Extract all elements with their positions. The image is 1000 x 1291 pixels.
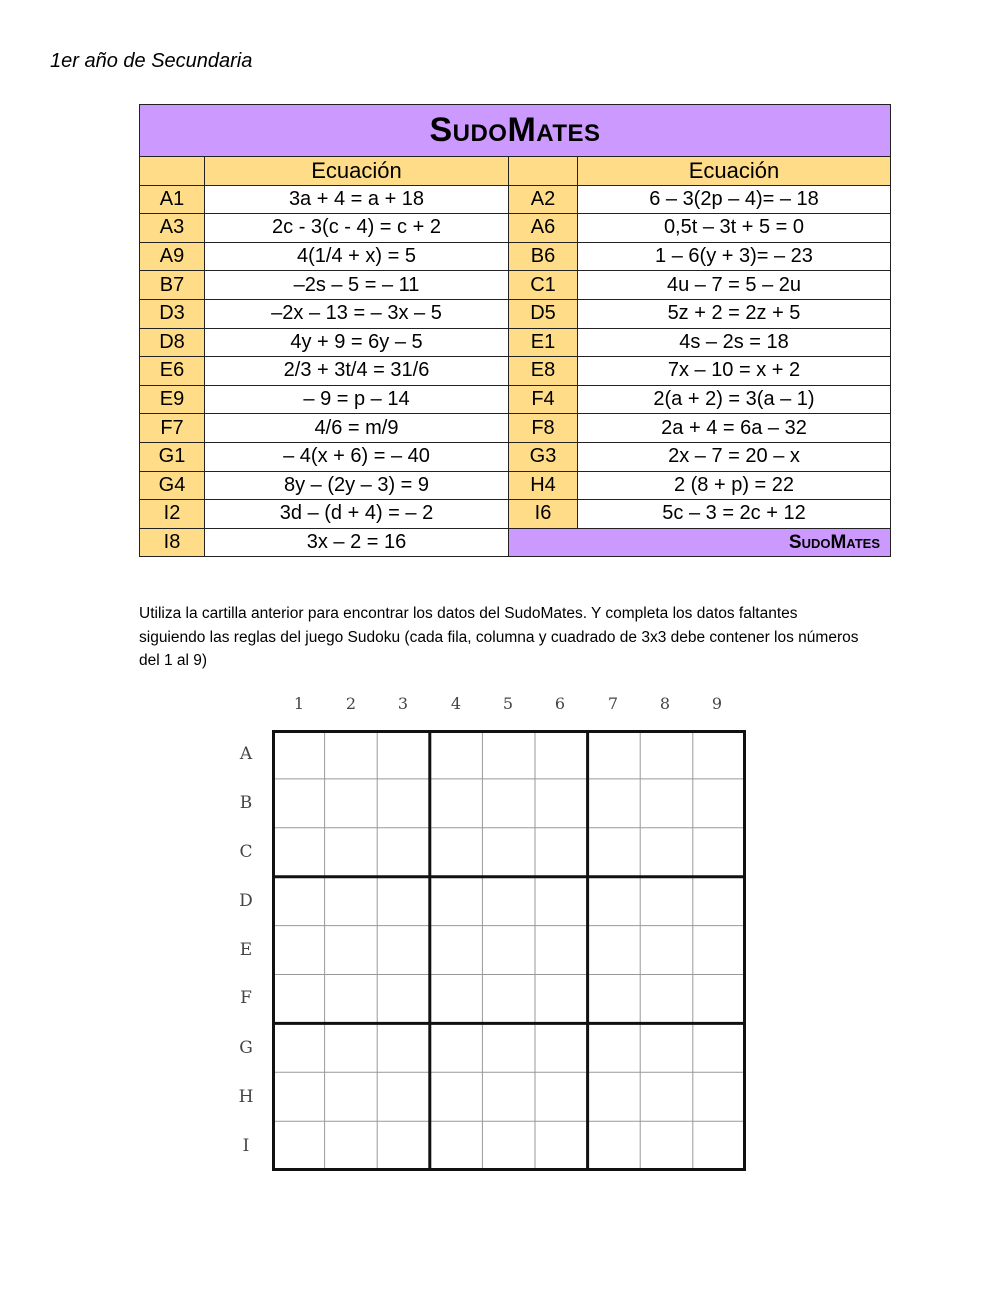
table-row	[140, 299, 891, 328]
cell-label: E8	[509, 357, 578, 386]
equation-cell: 8y – (2y – 3) = 9	[205, 471, 509, 500]
cell-label: E6	[140, 357, 205, 386]
equations-table	[139, 104, 891, 557]
equation-cell: 3d – (d + 4) = – 2	[205, 500, 509, 529]
thin-grid-lines	[272, 730, 746, 1171]
cell-label: I2	[140, 500, 205, 529]
column-header-equation: Ecuación	[205, 157, 509, 186]
table-row	[140, 271, 891, 300]
cell-label: E1	[509, 328, 578, 357]
row-label: C	[239, 842, 253, 862]
equation-cell: 4/6 = m/9	[205, 414, 509, 443]
table-row	[140, 185, 891, 214]
table-row	[140, 414, 891, 443]
sudoku-grid[interactable]	[272, 730, 748, 1172]
cell-label: D5	[509, 299, 578, 328]
equation-cell: 3a + 4 = a + 18	[205, 185, 509, 214]
table-row	[140, 471, 891, 500]
column-label: 5	[502, 694, 514, 713]
cell-label: C1	[509, 271, 578, 300]
table-row	[140, 442, 891, 471]
equation-cell: 3x – 2 = 16	[205, 528, 509, 557]
column-label: 1	[293, 694, 305, 713]
equation-cell: 4s – 2s = 18	[578, 328, 891, 357]
cell-label: F4	[509, 385, 578, 414]
table-title: SudoMates	[140, 105, 891, 157]
equation-cell: 7x – 10 = x + 2	[578, 357, 891, 386]
equation-cell: 4u – 7 = 5 – 2u	[578, 271, 891, 300]
column-label: 7	[607, 694, 619, 713]
equation-cell: – 9 = p – 14	[205, 385, 509, 414]
cell-label: I6	[509, 500, 578, 529]
table-row	[140, 357, 891, 386]
column-label: 2	[345, 694, 357, 713]
cell-label: F8	[509, 414, 578, 443]
equation-cell: 5z + 2 = 2z + 5	[578, 299, 891, 328]
cell-label: B7	[140, 271, 205, 300]
header-empty-cell	[509, 157, 578, 186]
equation-cell: –2x – 13 = – 3x – 5	[205, 299, 509, 328]
equation-cell: – 4(x + 6) = – 40	[205, 442, 509, 471]
cell-label: G3	[509, 442, 578, 471]
row-label: H	[238, 1087, 254, 1107]
equation-cell: 5c – 3 = 2c + 12	[578, 500, 891, 529]
equation-cell: 0,5t – 3t + 5 = 0	[578, 214, 891, 243]
row-label: D	[239, 891, 253, 911]
equation-cell: 4y + 9 = 6y – 5	[205, 328, 509, 357]
thick-grid-lines	[274, 732, 745, 1170]
cell-label: A1	[140, 185, 205, 214]
cell-label: G4	[140, 471, 205, 500]
table-row	[140, 528, 891, 557]
equation-cell: 1 – 6(y + 3)= – 23	[578, 242, 891, 271]
equation-cell: 2 (8 + p) = 22	[578, 471, 891, 500]
equation-cell: 2(a + 2) = 3(a – 1)	[578, 385, 891, 414]
table-row	[140, 328, 891, 357]
equation-cell: 2a + 4 = 6a – 32	[578, 414, 891, 443]
column-label: 9	[711, 694, 723, 713]
table-row	[140, 242, 891, 271]
cell-label: A3	[140, 214, 205, 243]
equation-cell: 4(1/4 + x) = 5	[205, 242, 509, 271]
column-label: 6	[554, 694, 566, 713]
table-row	[140, 214, 891, 243]
cell-label: E9	[140, 385, 205, 414]
equation-cell: –2s – 5 = – 11	[205, 271, 509, 300]
header-empty-cell	[140, 157, 205, 186]
row-label: E	[239, 940, 253, 960]
cell-label: H4	[509, 471, 578, 500]
row-label: G	[239, 1038, 253, 1058]
cell-label: D8	[140, 328, 205, 357]
page-header: 1er año de Secundaria	[50, 50, 253, 72]
column-header-equation: Ecuación	[578, 157, 891, 186]
row-label: F	[240, 988, 252, 1008]
cell-label: A9	[140, 242, 205, 271]
instructions-text: Utiliza la cartilla anterior para encontrar los datos del SudoMates. Y completa los datos faltantes siguiendo las reglas del juego Sudoku (cada fila, columna y cuadrado de 3x3 debe contener los números del 1 al 9)	[139, 605, 859, 669]
cell-label: A2	[509, 185, 578, 214]
row-label: I	[242, 1136, 250, 1156]
cell-label: B6	[509, 242, 578, 271]
table-footer-title: SudoMates	[509, 528, 891, 557]
row-label: A	[239, 744, 253, 764]
equation-cell: 2c - 3(c - 4) = c + 2	[205, 214, 509, 243]
cell-label: G1	[140, 442, 205, 471]
equation-cell: 2/3 + 3t/4 = 31/6	[205, 357, 509, 386]
equation-cell: 2x – 7 = 20 – x	[578, 442, 891, 471]
cell-label: D3	[140, 299, 205, 328]
table-row	[140, 385, 891, 414]
column-label: 4	[450, 694, 462, 713]
table-row	[140, 500, 891, 529]
equation-cell: 6 – 3(2p – 4)= – 18	[578, 185, 891, 214]
column-label: 3	[397, 694, 409, 713]
cell-label: A6	[509, 214, 578, 243]
column-label: 8	[659, 694, 671, 713]
cell-label: F7	[140, 414, 205, 443]
cell-label: I8	[140, 528, 205, 557]
row-label: B	[239, 793, 253, 813]
